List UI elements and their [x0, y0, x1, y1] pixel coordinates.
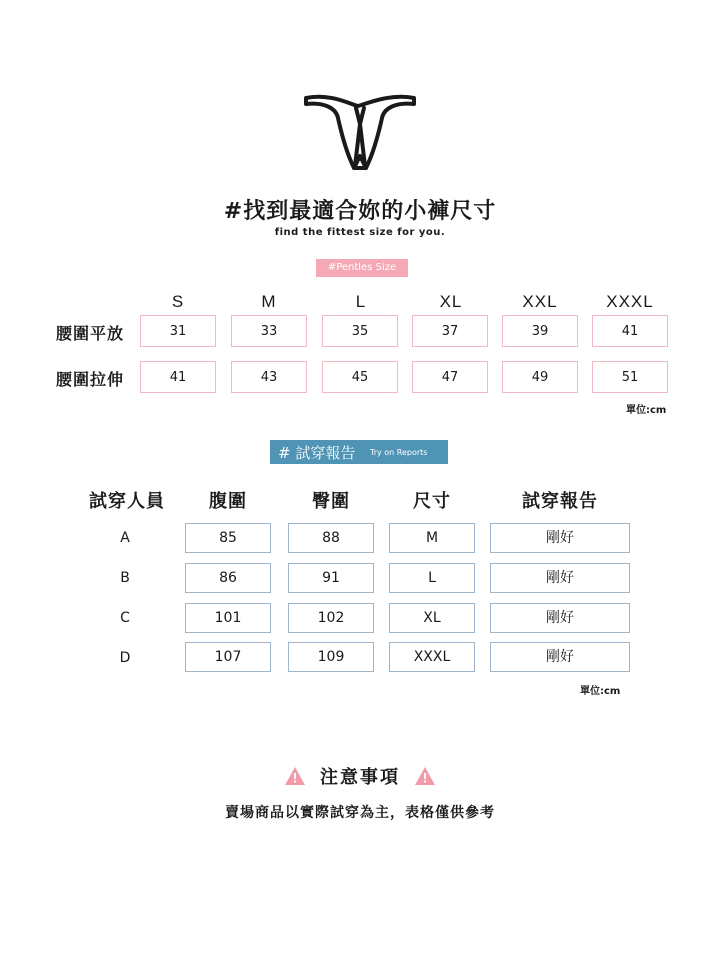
- person-label: A: [120, 530, 130, 546]
- report-cell: 剛好: [490, 523, 630, 553]
- notice-title: 注意事項: [320, 767, 400, 788]
- size-result-cell: L: [389, 563, 475, 593]
- col-head-person: 試穿人員: [89, 491, 165, 512]
- warning-icon: [414, 766, 436, 786]
- person-label: C: [120, 610, 130, 626]
- size-cell: 41: [140, 361, 216, 393]
- size-cell: 43: [231, 361, 307, 393]
- abdomen-cell: 85: [185, 523, 271, 553]
- try-on-tag-sub: Try on Reports: [370, 448, 428, 457]
- size-cell: 47: [412, 361, 488, 393]
- notice-heading: [0, 763, 720, 789]
- col-head-report: 試穿報告: [522, 491, 598, 512]
- notice-text: 賣場商品以實際試穿為主，表格僅供參考: [225, 805, 495, 821]
- abdomen-cell: 86: [185, 563, 271, 593]
- size-header-l: L: [355, 292, 367, 311]
- person-label: D: [119, 650, 131, 666]
- report-cell: 剛好: [490, 642, 630, 672]
- row-label-waist-flat: 腰圍平放: [56, 324, 125, 343]
- size-cell: 37: [412, 315, 488, 347]
- abdomen-cell: 107: [185, 642, 271, 672]
- size-header-xxxl: XXXL: [606, 292, 654, 311]
- col-head-size: 尺寸: [413, 491, 451, 512]
- size-chart-tag: #Pentles Size: [316, 259, 408, 277]
- report-cell: 剛好: [490, 603, 630, 633]
- size-header-xxl: XXL: [522, 292, 558, 311]
- size-result-cell: M: [389, 523, 475, 553]
- page-subtitle: find the fittest size for you.: [274, 227, 446, 238]
- try-on-unit: 單位:cm: [580, 686, 621, 697]
- row-label-waist-stretch: 腰圍拉伸: [56, 370, 125, 389]
- page-title: #找到最適合妳的小褲尺寸: [223, 199, 497, 224]
- hip-cell: 91: [288, 563, 374, 593]
- person-label: B: [120, 570, 130, 586]
- size-cell: 41: [592, 315, 668, 347]
- size-result-cell: XL: [389, 603, 475, 633]
- size-cell: 35: [322, 315, 398, 347]
- hip-cell: 88: [288, 523, 374, 553]
- col-head-hip: 臀圍: [312, 491, 350, 512]
- size-cell: 33: [231, 315, 307, 347]
- size-header-s: S: [171, 292, 185, 311]
- size-cell: 45: [322, 361, 398, 393]
- hip-cell: 102: [288, 603, 374, 633]
- size-header-m: M: [261, 292, 277, 311]
- size-cell: 51: [592, 361, 668, 393]
- warning-icon: [284, 766, 306, 786]
- size-result-cell: XXXL: [389, 642, 475, 672]
- size-cell: 39: [502, 315, 578, 347]
- hip-cell: 109: [288, 642, 374, 672]
- size-header-xl: XL: [439, 292, 463, 311]
- try-on-tag-main: # 試穿報告: [278, 444, 356, 462]
- col-head-abdomen: 腹圍: [209, 491, 247, 512]
- try-on-tag: [270, 440, 448, 464]
- panties-icon: [300, 90, 420, 172]
- size-chart-unit: 單位:cm: [626, 405, 667, 416]
- report-cell: 剛好: [490, 563, 630, 593]
- size-cell: 31: [140, 315, 216, 347]
- abdomen-cell: 101: [185, 603, 271, 633]
- size-cell: 49: [502, 361, 578, 393]
